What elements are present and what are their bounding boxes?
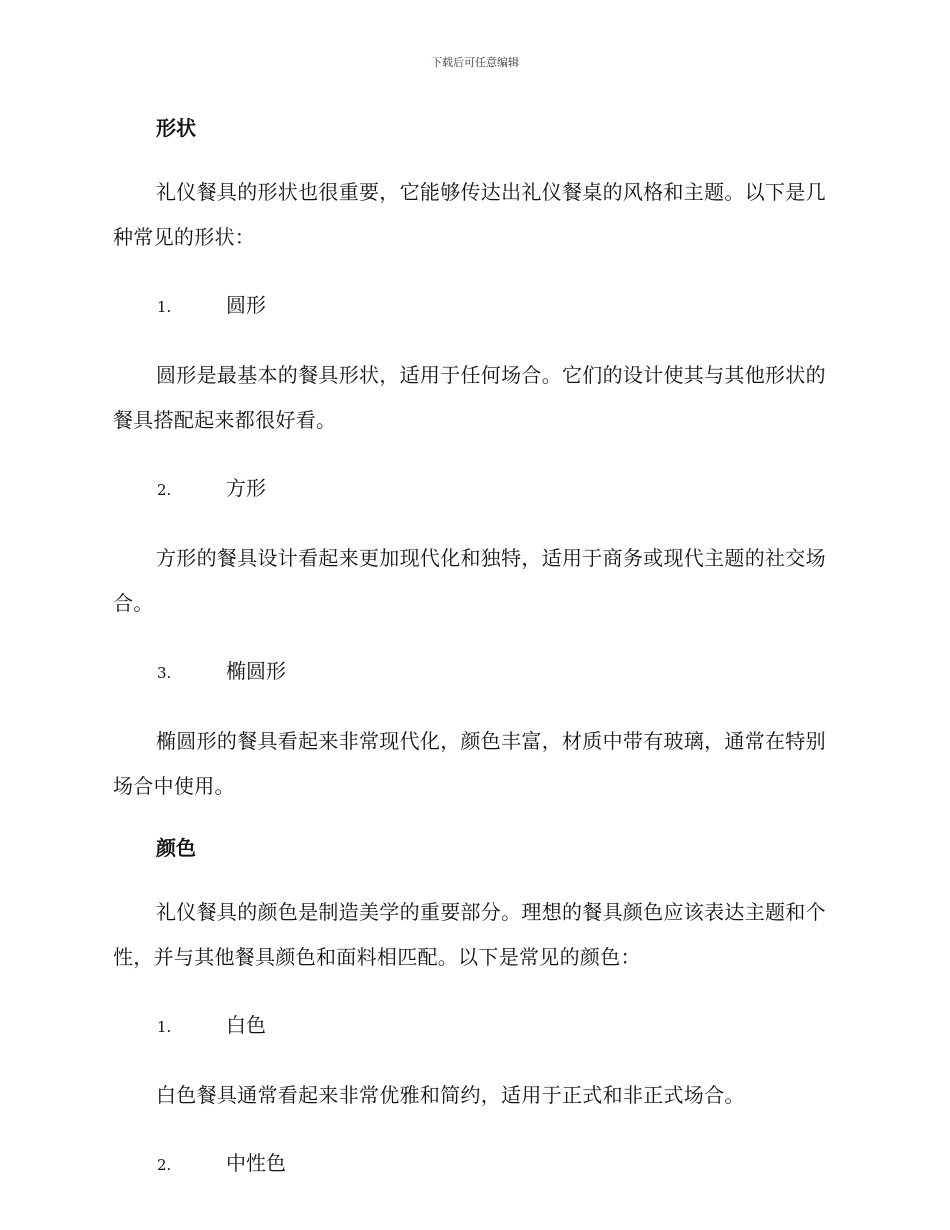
section-title-color: 颜色 xyxy=(156,836,196,860)
section-intro-color: 礼仪餐具的颜色是制造美学的重要部分。理想的餐具颜色应该表达主题和个性，并与其他餐具颜色和面料相匹配。以下是常见的颜色： xyxy=(113,900,826,969)
list-number: 3. xyxy=(157,664,172,682)
list-item-white xyxy=(113,1003,833,1048)
list-item-neutral xyxy=(113,1141,833,1186)
list-label: 方形 xyxy=(226,476,266,500)
list-number: 2. xyxy=(157,1156,172,1174)
list-number: 1. xyxy=(157,298,172,316)
list-desc-white: 白色餐具通常看起来非常优雅和简约，适用于正式和非正式场合。 xyxy=(156,1083,745,1107)
list-item-oval xyxy=(113,649,833,694)
page-header-note: 下载后可任意编辑 xyxy=(431,56,519,69)
section-title-shape: 形状 xyxy=(156,116,196,140)
list-desc-square: 方形的餐具设计看起来更加现代化和独特，适用于商务或现代主题的社交场合。 xyxy=(113,546,826,615)
list-label: 椭圆形 xyxy=(226,659,286,683)
list-label: 中性色 xyxy=(226,1151,286,1175)
list-label: 白色 xyxy=(226,1013,266,1037)
document-body xyxy=(113,112,833,1186)
list-desc-round: 圆形是最基本的餐具形状，适用于任何场合。它们的设计使其与其他形状的餐具搭配起来都很好看。 xyxy=(113,363,826,432)
list-item-square xyxy=(113,466,833,511)
list-number: 1. xyxy=(157,1018,172,1036)
list-item-round xyxy=(113,283,833,328)
section-intro-shape: 礼仪餐具的形状也很重要，它能够传达出礼仪餐桌的风格和主题。以下是几种常见的形状： xyxy=(113,180,826,249)
list-desc-oval: 椭圆形的餐具看起来非常现代化，颜色丰富，材质中带有玻璃，通常在特别场合中使用。 xyxy=(113,729,826,798)
list-label: 圆形 xyxy=(226,293,266,317)
list-number: 2. xyxy=(157,481,172,499)
